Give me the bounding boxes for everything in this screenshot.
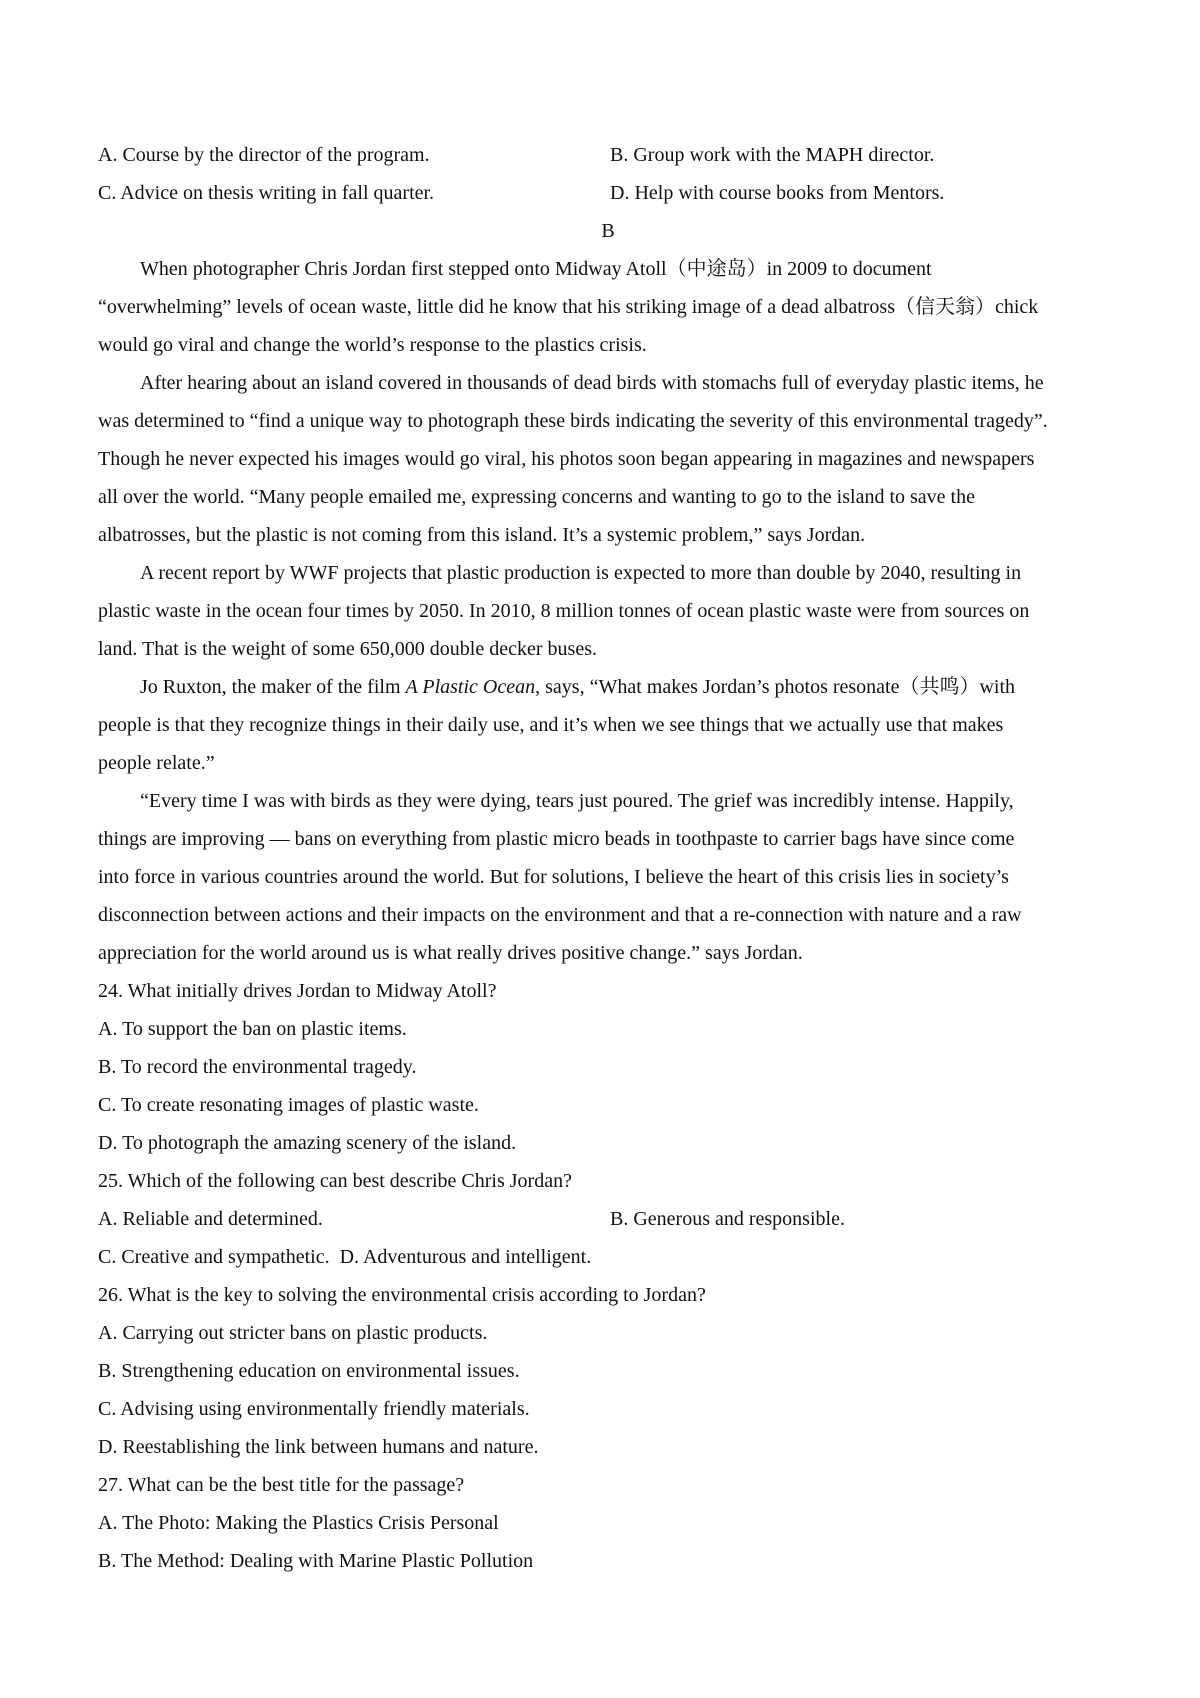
text-run: Jo Ruxton, the maker of the film bbox=[140, 676, 406, 698]
paragraph-line: into force in various countries around the world. But for solutions, I believe the heart of this crisis lies in society’s bbox=[98, 866, 1009, 888]
passage-paragraph-5 bbox=[98, 782, 1118, 972]
paragraph-line: land. That is the weight of some 650,000 double decker buses. bbox=[98, 638, 597, 660]
option-a: A. The Photo: Making the Plastics Crisis Personal bbox=[98, 1512, 499, 1534]
paragraph-line: disconnection between actions and their impacts on the environment and that a re-connection with nature and a raw bbox=[98, 904, 1022, 926]
option-a: A. Carrying out stricter bans on plastic products. bbox=[98, 1322, 488, 1344]
passage-paragraph-4 bbox=[98, 668, 1118, 782]
question-stem: 26. What is the key to solving the environmental crisis according to Jordan? bbox=[98, 1284, 706, 1306]
question-stem: 24. What initially drives Jordan to Midway Atoll? bbox=[98, 980, 497, 1002]
paragraph-line bbox=[98, 668, 1118, 706]
option-b: B. To record the environmental tragedy. bbox=[98, 1056, 417, 1078]
paragraph-line: After hearing about an island covered in thousands of dead birds with stomachs full of everyday plastic items, he bbox=[140, 372, 1044, 394]
paragraph-line: “Every time I was with birds as they were dying, tears just poured. The grief was incredibly intense. Happily, bbox=[140, 790, 1014, 812]
exam-page bbox=[98, 136, 1118, 1580]
paragraph-line: appreciation for the world around us is what really drives positive change.” says Jordan. bbox=[98, 942, 803, 964]
option-b: B. Strengthening education on environmental issues. bbox=[98, 1360, 520, 1382]
question-26 bbox=[98, 1276, 1118, 1466]
option-c: C. To create resonating images of plastic waste. bbox=[98, 1094, 479, 1116]
paragraph-line: albatrosses, but the plastic is not coming from this island. It’s a systemic problem,” says Jordan. bbox=[98, 524, 866, 546]
paragraph-line: people relate.” bbox=[98, 752, 215, 774]
question-27 bbox=[98, 1466, 1118, 1580]
option-c: C. Advising using environmentally friendly materials. bbox=[98, 1398, 530, 1420]
paragraph-line: was determined to “find a unique way to photograph these birds indicating the severity of this environmental tragedy”. bbox=[98, 410, 1048, 432]
prev-option-c: C. Advice on thesis writing in fall quarter. bbox=[98, 182, 435, 204]
question-24 bbox=[98, 972, 1118, 1162]
paragraph-line: people is that they recognize things in their daily use, and it’s when we see things that we actually use that makes bbox=[98, 714, 1004, 736]
prev-options-row-1 bbox=[98, 136, 1118, 174]
paragraph-line: A recent report by WWF projects that plastic production is expected to more than double by 2040, resulting in bbox=[140, 562, 1022, 584]
section-label: B bbox=[601, 220, 615, 242]
paragraph-line: would go viral and change the world’s response to the plastics crisis. bbox=[98, 334, 647, 356]
question-stem: 27. What can be the best title for the passage? bbox=[98, 1474, 465, 1496]
option-b: B. Generous and responsible. bbox=[610, 1208, 845, 1230]
paragraph-line: plastic waste in the ocean four times by 2050. In 2010, 8 million tonnes of ocean plastic waste were from sources on bbox=[98, 600, 1030, 622]
paragraph-line: things are improving — bans on everything from plastic micro beads in toothpaste to carrier bags have since come bbox=[98, 828, 1015, 850]
passage-paragraph-2 bbox=[98, 364, 1118, 554]
prev-option-d: D. Help with course books from Mentors. bbox=[610, 182, 945, 204]
text-run: , says, “What makes Jordan’s photos resonate（共鸣）with bbox=[535, 676, 1016, 698]
film-title: A Plastic Ocean bbox=[405, 676, 536, 698]
paragraph-line: Though he never expected his images would go viral, his photos soon began appearing in magazines and newspapers bbox=[98, 448, 1035, 470]
question-25 bbox=[98, 1162, 1118, 1276]
option-c-d: C. Creative and sympathetic. D. Adventurous and intelligent. bbox=[98, 1246, 592, 1268]
paragraph-line: When photographer Chris Jordan first stepped onto Midway Atoll（中途岛）in 2009 to document bbox=[140, 258, 932, 280]
prev-option-b: B. Group work with the MAPH director. bbox=[610, 144, 935, 166]
option-b: B. The Method: Dealing with Marine Plastic Pollution bbox=[98, 1550, 534, 1572]
passage-paragraph-3 bbox=[98, 554, 1118, 668]
options-row bbox=[98, 1200, 1118, 1238]
prev-option-a: A. Course by the director of the program. bbox=[98, 144, 430, 166]
prev-options-row-2 bbox=[98, 174, 1118, 212]
paragraph-line: all over the world. “Many people emailed me, expressing concerns and wanting to go to the island to save the bbox=[98, 486, 975, 508]
question-stem: 25. Which of the following can best describe Chris Jordan? bbox=[98, 1170, 572, 1192]
paragraph-line: “overwhelming” levels of ocean waste, little did he know that his striking image of a dead albatross（信天翁）chick bbox=[98, 296, 1039, 318]
option-d: D. Reestablishing the link between humans and nature. bbox=[98, 1436, 539, 1458]
option-a: A. Reliable and determined. bbox=[98, 1208, 323, 1230]
option-d: D. To photograph the amazing scenery of the island. bbox=[98, 1132, 517, 1154]
option-a: A. To support the ban on plastic items. bbox=[98, 1018, 407, 1040]
passage-paragraph-1 bbox=[98, 250, 1118, 364]
